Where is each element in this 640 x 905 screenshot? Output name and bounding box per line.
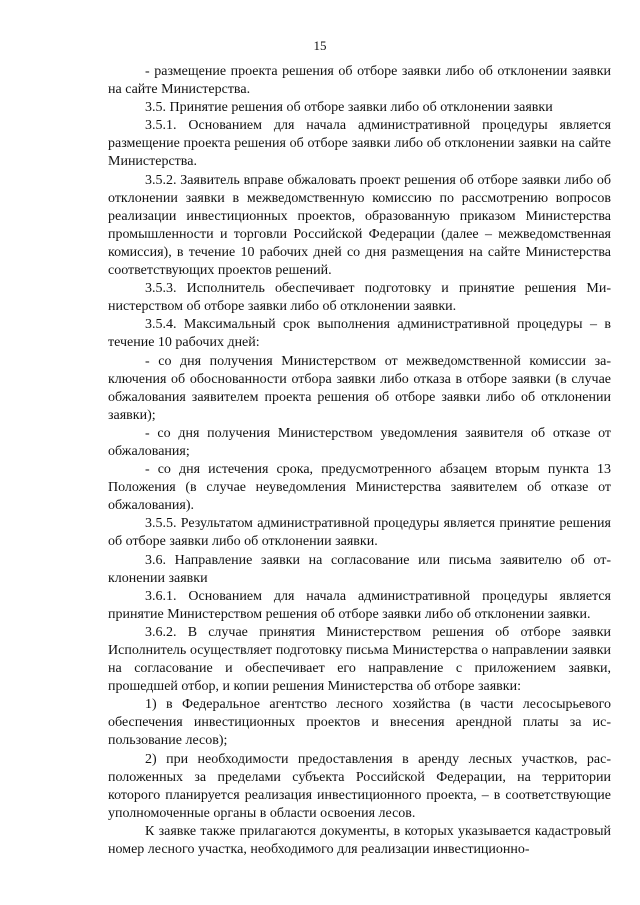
paragraph-bullet-deadline: - со дня истечения срока, предусмотренного абзацем вторым пункта 13 Положения (в случае неуведомления Министерства заявителем об отказе от обжалования). <box>108 462 611 514</box>
paragraph-item-2: 2) при необходимости предоставления в аренду лесных участков, расположенных за пределами субъекта Российской Федерации, на территории которого планируется реализация инвестиционного проекта, – в соответствующие уполномоченные органы в области освоения лесов. <box>108 751 611 821</box>
paragraph-3-5-4: 3.5.4. Максимальный срок выполнения административной процедуры – в течение 10 рабочих дней: <box>108 317 611 351</box>
section-heading-3-6: 3.6. Направление заявки на согласование или письма заявителю об отклонении заявки <box>108 552 611 586</box>
page-number: 15 <box>313 38 327 53</box>
paragraph-attachments: К заявке также прилагаются документы, в которых указывается кадастровый номер лесного участка, необходимого для реализации инвестиционно- <box>108 823 611 858</box>
paragraph-bullet-publication: - размещение проекта решения об отборе заявки либо об отклонении заявки на сайте Министерства. <box>108 64 611 98</box>
document-body <box>108 63 611 859</box>
paragraph-3-6-1: 3.6.1. Основанием для начала административной процедуры является принятие Министерством решения об отборе заявки либо об отклонении заявки. <box>108 588 611 622</box>
paragraph-3-5-1: 3.5.1. Основанием для начала административной процедуры является размещение проекта решения об отборе заявки либо об отклонении заявки на сайте Министерства. <box>108 118 611 170</box>
paragraph-bullet-notification: - со дня получения Министерством уведомления заявителя об отказе от обжалования; <box>108 425 611 459</box>
paragraph-3-5-3: 3.5.3. Исполнитель обеспечивает подготовку и принятие решения Министерством об отборе заявки либо об отклонении заявки. <box>108 281 611 315</box>
paragraph-3-6-2: 3.6.2. В случае принятия Министерством решения об отборе заявки Исполнитель осуществляет подготовку письма Министерства о направлении заявки на согласование и обеспечивает его направление с приложением заявки, прошедшей отбор, и копии решения Министерства об отборе заявки: <box>108 624 611 695</box>
paragraph-3-5-2: 3.5.2. Заявитель вправе обжаловать проект решения об отборе заявки либо об отклонении заявки в межведомственную комиссию по рассмотрению вопросов реализации инвестиционных проектов, образованную приказом Министерства промышленности и торговли Российской Федерации (далее – межведомственная комиссия), в течение 10 рабочих дней со дня размещения на сайте Министерства соответствующих проектов решений. <box>108 172 611 279</box>
section-heading-3-5: 3.5. Принятие решения об отборе заявки либо об отклонении заявки <box>145 100 553 116</box>
paragraph-item-1: 1) в Федеральное агентство лесного хозяйства (в части лесосырьевого обеспечения инвестиционных проектов и внесения арендной платы за использование лесов); <box>108 697 611 749</box>
paragraph-bullet-commission: - со дня получения Министерством от межведомственной комиссии заключения об обоснованности отбора заявки либо отказа в отборе заявки (в случае обжалования заявителем проекта решения об отборе заявки либо об отклонении заявки); <box>108 353 611 423</box>
paragraph-3-5-5: 3.5.5. Результатом административной процедуры является принятие решения об отборе заявки либо об отклонении заявки. <box>108 516 611 550</box>
